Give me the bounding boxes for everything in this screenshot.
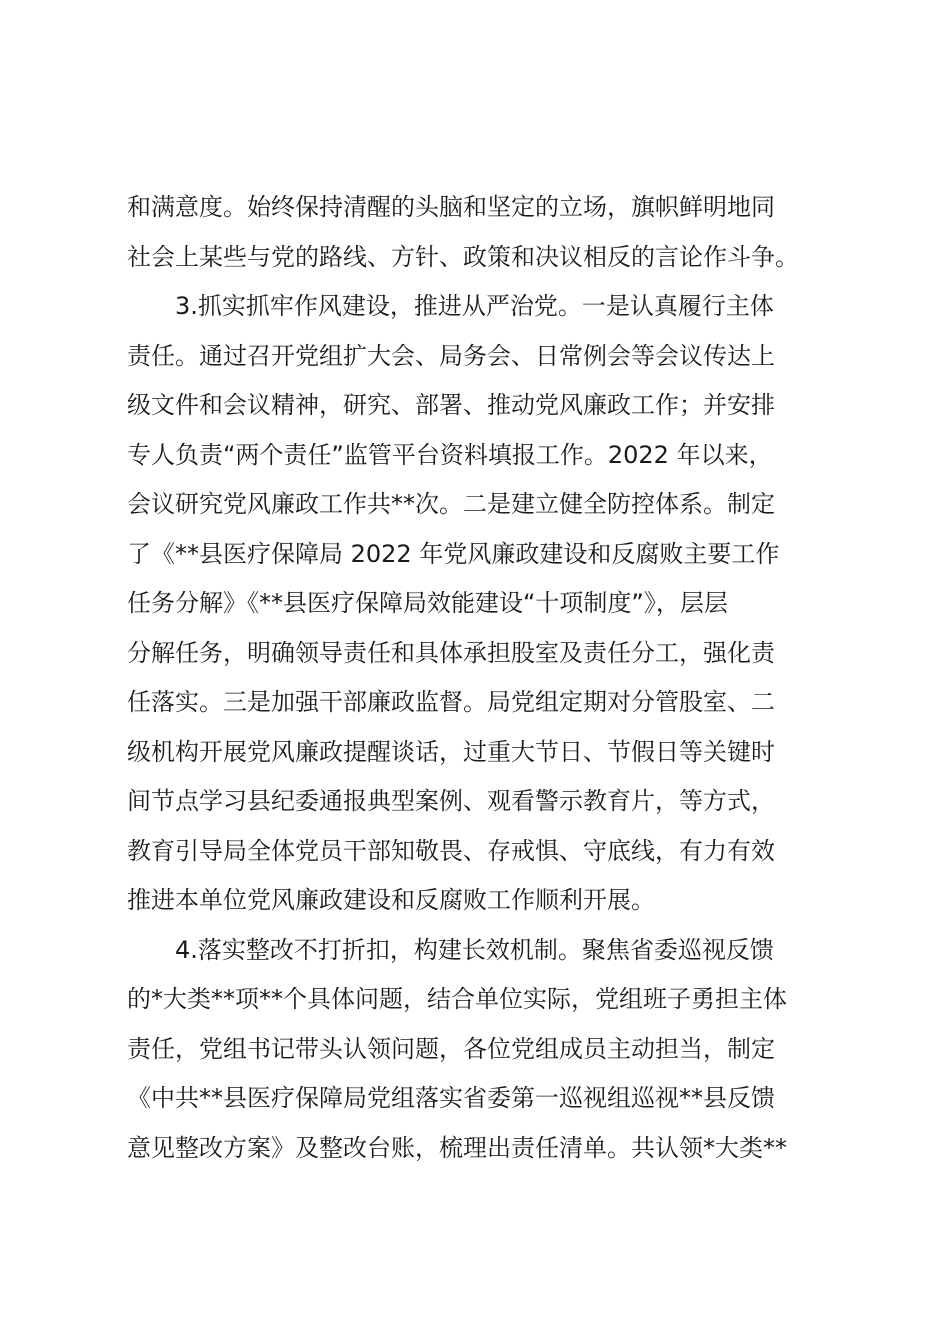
text-line: 的*大类**项**个具体问题，结合单位实际，党组班子勇担主体	[127, 985, 787, 1013]
text-line: 级机构开展党风廉政提醒谈话，过重大节日、节假日等关键时	[127, 737, 775, 766]
text-line: 责任，党组书记带头认领问题，各位党组成员主动担当，制定	[127, 1034, 775, 1063]
text-line: 意见整改方案》及整改台账，梳理出责任清单。共认领*大类**	[127, 1133, 787, 1162]
text-line: 级文件和会议精神，研究、部署、推动党风廉政工作；并安排	[127, 391, 775, 419]
body-text	[127, 183, 847, 1173]
text-line: 和满意度。始终保持清醒的头脑和坚定的立场，旗帜鲜明地同	[127, 193, 775, 221]
text-line: 专人负责“两个责任”监管平台资料填报工作。2022 年以来，	[127, 440, 773, 469]
text-line: 推进本单位党风廉政建设和反腐败工作顺利开展。	[127, 886, 655, 914]
text-line: 分解任务，明确领导责任和具体承担股室及责任分工，强化责	[127, 638, 775, 667]
text-line: 社会上某些与党的路线、方针、政策和决议相反的言论作斗争。	[127, 242, 799, 271]
text-line: 4.落实整改不打折扣，构建长效机制。聚焦省委巡视反馈	[127, 935, 774, 964]
text-line: 了《**县医疗保障局 2022 年党风廉政建设和反腐败主要工作	[127, 539, 780, 568]
text-line: 间节点学习县纪委通报典型案例、观看警示教育片，等方式，	[127, 787, 775, 815]
text-line: 任务分解》《**县医疗保障局效能建设“十项制度”》，层层	[127, 589, 728, 617]
text-line: 《中共**县医疗保障局党组落实省委第一巡视组巡视**县反馈	[127, 1084, 775, 1112]
text-line: 任落实。三是加强干部廉政监督。局党组定期对分管股室、二	[127, 688, 775, 716]
text-line: 责任。通过召开党组扩大会、局务会、日常例会等会议传达上	[127, 341, 775, 370]
text-line: 3.抓实抓牢作风建设，推进从严治党。一是认真履行主体	[127, 292, 774, 320]
text-line: 会议研究党风廉政工作共**次。二是建立健全防控体系。制定	[127, 490, 775, 518]
text-line: 教育引导局全体党员干部知敬畏、存戒惧、守底线，有力有效	[127, 836, 775, 865]
